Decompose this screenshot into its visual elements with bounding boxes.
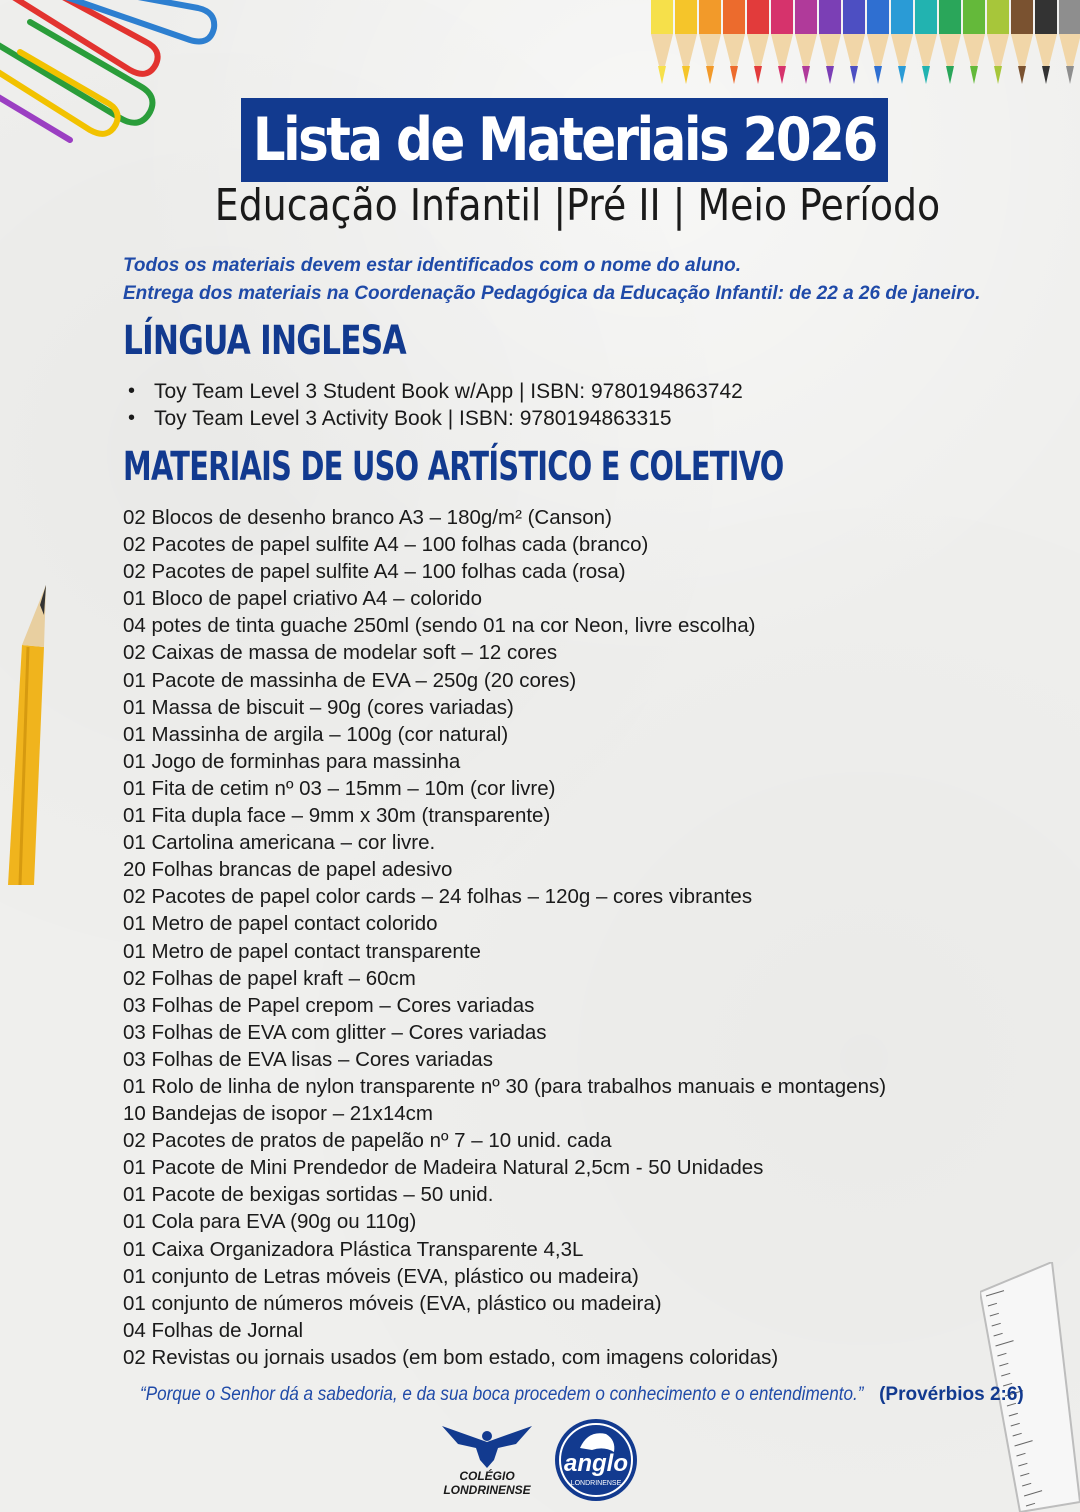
notices [123, 252, 980, 308]
list-item: 02 Folhas de papel kraft – 60cm [123, 966, 416, 990]
list-item: 01 conjunto de números móveis (EVA, plástico ou madeira) [123, 1291, 662, 1315]
list-item: 02 Pacotes de papel color cards – 24 folhas – 120g – cores vibrantes [123, 885, 753, 909]
anglo-logo [554, 1418, 638, 1502]
list-item: 01 Fita dupla face – 9mm x 30m (transparente) [123, 804, 551, 828]
colegio-name: COLÉGIO LONDRINENSE [443, 1469, 531, 1497]
section-heading-english: LÍNGUA INGLESA [123, 318, 406, 364]
list-item: 02 Blocos de desenho branco A3 – 180g/m² (Canson) [123, 506, 612, 529]
list-item: • Toy Team Level 3 Student Book w/App | ISBN: 9780194863742 [122, 378, 743, 405]
anglo-subname: LONDRINENSE [570, 1480, 622, 1487]
list-item: 01 Massinha de argila – 100g (cor natural) [123, 722, 509, 746]
list-item: 10 Bandejas de isopor – 21x14cm [123, 1102, 433, 1126]
list-item: 02 Pacotes de pratos de papelão nº 7 – 10 unid. cada [123, 1129, 612, 1153]
list-item: • Toy Team Level 3 Activity Book | ISBN: 9780194863315 [122, 405, 743, 432]
quote-text: “Porque o Senhor dá a sabedoria, e da sua boca procedem o conhecimento e o entendimento.” [140, 1384, 864, 1405]
anglo-name: anglo [564, 1450, 628, 1477]
colored-pencils-icon [650, 0, 1080, 95]
list-item: 01 Fita de cetim nº 03 – 15mm – 10m (cor livre) [123, 776, 556, 800]
page-subtitle: Educação Infantil |Pré II | Meio Período [214, 180, 941, 231]
list-item: 01 Metro de papel contact colorido [123, 912, 438, 936]
list-item: 03 Folhas de EVA com glitter – Cores variadas [123, 1020, 547, 1044]
title-banner [241, 98, 888, 182]
list-item: 03 Folhas de EVA lisas – Cores variadas [123, 1047, 493, 1071]
list-item: 04 Folhas de Jornal [123, 1318, 304, 1342]
paper-clips-icon [0, 0, 240, 150]
list-item: 01 Cartolina americana – cor livre. [123, 831, 436, 855]
list-item: 02 Pacotes de papel sulfite A4 – 100 folhas cada (branco) [123, 533, 649, 557]
list-item: 01 Metro de papel contact transparente [123, 939, 481, 963]
eagle-logo-icon [432, 1420, 542, 1470]
colegio-londrinense-logo [432, 1420, 542, 1502]
list-item: 20 Folhas brancas de papel adesivo [123, 858, 453, 882]
list-item: 01 Cola para EVA (90g ou 110g) [123, 1210, 417, 1234]
list-item: 01 Bloco de papel criativo A4 – colorido [123, 587, 482, 611]
list-item: 01 Pacote de Mini Prendedor de Madeira Natural 2,5cm - 50 Unidades [123, 1156, 764, 1180]
list-item: 01 Pacote de massinha de EVA – 250g (20 cores) [123, 668, 577, 692]
list-item: 04 potes de tinta guache 250ml (sendo 01 na cor Neon, livre escolha) [123, 614, 756, 638]
page-title: Lista de Materiais 2026 [252, 105, 877, 175]
list-item: 03 Folhas de Papel crepom – Cores variadas [123, 993, 535, 1017]
list-item: 01 conjunto de Letras móveis (EVA, plástico ou madeira) [123, 1264, 639, 1288]
list-item: 02 Caixas de massa de modelar soft – 12 cores [123, 641, 558, 665]
list-item: 02 Revistas ou jornais usados (em bom estado, com imagens coloridas) [123, 1345, 779, 1369]
list-item: 01 Rolo de linha de nylon transparente nº 30 (para trabalhos manuais e montagens) [123, 1074, 887, 1098]
section-heading-art-materials: MATERIAIS DE USO ARTÍSTICO E COLETIVO [123, 444, 784, 490]
list-item: 01 Jogo de forminhas para massinha [123, 749, 461, 773]
quote-reference: (Provérbios 2:6) [879, 1384, 1024, 1405]
pencil-icon [0, 555, 60, 885]
list-item: 02 Pacotes de papel sulfite A4 – 100 folhas cada (rosa) [123, 560, 626, 584]
list-item: 01 Caixa Organizadora Plástica Transparente 4,3L [123, 1237, 584, 1261]
notice-delivery: Entrega dos materiais na Coordenação Pedagógica da Educação Infantil: de 22 a 26 de janeiro. [123, 283, 981, 304]
list-item: 01 Massa de biscuit – 90g (cores variadas) [123, 695, 514, 719]
notice-identification: Todos os materiais devem estar identificados com o nome do aluno. [123, 255, 741, 276]
art-materials-list [123, 504, 886, 1371]
english-book-list [122, 378, 743, 432]
bible-quote [140, 1384, 1024, 1406]
list-item: 01 Pacote de bexigas sortidas – 50 unid. [123, 1183, 494, 1207]
